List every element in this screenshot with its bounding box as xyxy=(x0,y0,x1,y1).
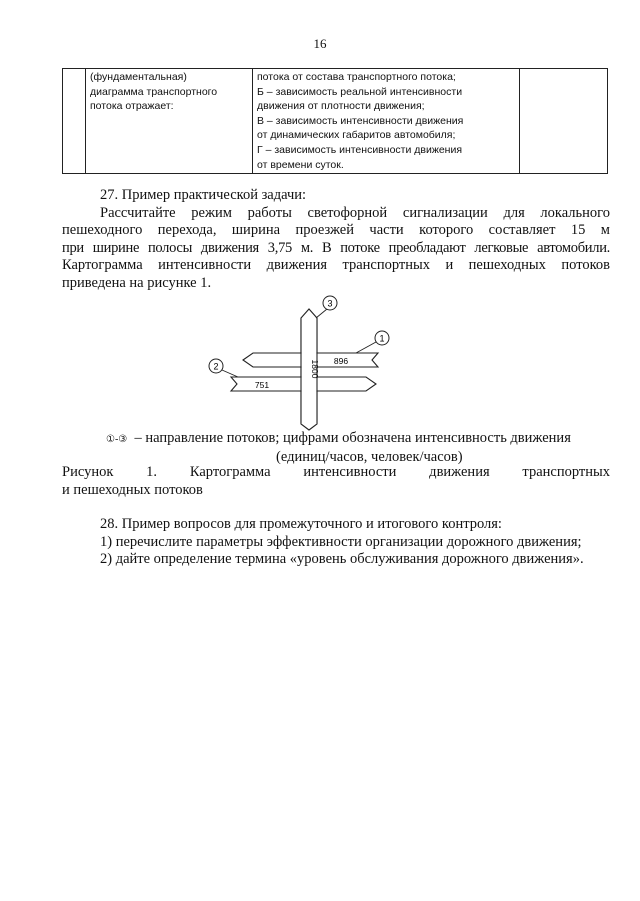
question-line: (фундаментальная) xyxy=(90,71,187,83)
flow-marker-label: 3 xyxy=(327,298,333,309)
paragraph-line: Картограмма интенсивности движения транспортных и пешеходных потоков xyxy=(62,257,610,274)
question-line: диаграмма транспортного xyxy=(90,85,218,98)
flow-marker-label: 1 xyxy=(379,333,385,344)
section-heading: 28. Пример вопросов для промежуточного и итогового контроля: xyxy=(100,516,502,532)
leader-line xyxy=(316,309,327,318)
leader-line xyxy=(356,342,376,353)
question-line: потока отражает: xyxy=(90,100,174,113)
legend-line xyxy=(106,430,608,449)
caption-line: и пешеходных потоков xyxy=(62,481,203,498)
paragraph-line: пешеходного перехода, ширина проезжей части которого составляет 15 м xyxy=(62,222,610,239)
flow-value-2: 751 xyxy=(254,380,270,390)
answer-line: от динамических габаритов автомобиля; xyxy=(257,129,456,142)
question-item: 1) перечислите параметры эффективности организации дорожного движения; xyxy=(100,533,582,550)
answer-line: потока от состава транспортного потока; xyxy=(257,71,456,83)
flow-value-1: 896 xyxy=(333,356,349,366)
answer-line: В – зависимость интенсивности движения xyxy=(257,114,464,127)
paragraph-line: Рассчитайте режим работы светофорной сигнализации для локального xyxy=(100,204,610,221)
answer-line: движения от плотности движения; xyxy=(257,100,425,113)
flow-marker-label: 2 xyxy=(213,361,219,372)
question-item: 2) дайте определение термина «уровень обслуживания дорожного движения». xyxy=(100,551,584,568)
answer-line: от времени суток. xyxy=(257,158,344,171)
section-heading: 27. Пример практической задачи: xyxy=(100,187,307,203)
answer-line: Б – зависимость реальной интенсивности xyxy=(257,85,463,98)
figure-caption xyxy=(62,464,610,499)
paragraph-line: приведена на рисунке 1. xyxy=(62,274,212,291)
caption-line: Рисунок 1. Картограмма интенсивности движения транспортных xyxy=(62,464,610,480)
flow-value-3: 1800 xyxy=(310,359,320,379)
leader-line xyxy=(222,370,238,377)
answer-line: Г – зависимость интенсивности движения xyxy=(257,143,463,156)
figure-legend xyxy=(106,430,608,466)
page-number: 16 xyxy=(313,36,327,51)
flow-cartogram xyxy=(0,0,640,440)
legend-symbol: ①-③ xyxy=(106,434,128,445)
legend-line: (единиц/часов, человек/часов) xyxy=(276,448,463,465)
paragraph-line: при ширине полосы движения 3,75 м. В потоке преобладают легковые автомобили. xyxy=(62,239,610,256)
section-28 xyxy=(62,516,610,569)
legend-text: – направление потоков; цифрами обозначена интенсивность движения xyxy=(134,430,571,446)
